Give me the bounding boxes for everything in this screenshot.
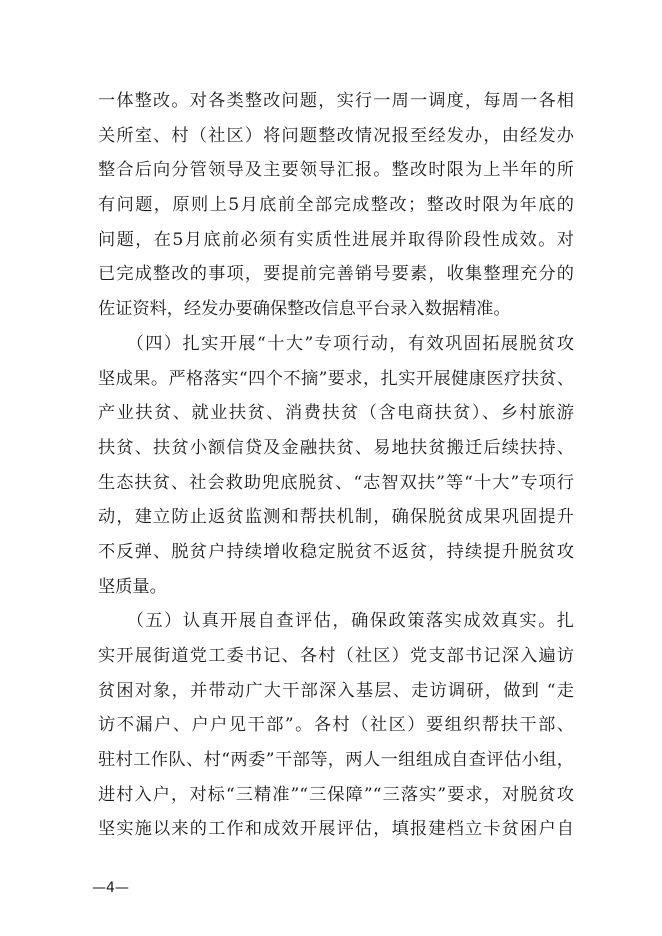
paragraph-end-line: 佐证资料，经发办要确保整改信息平台录入数据精准。 — [98, 299, 511, 320]
text-line: 关所室、村（社区）将问题整改情况报至经发办，由经发办 — [98, 125, 574, 146]
text-line: 整合后向分管领导及主要领导汇报。整改时限为上半年的所 — [98, 160, 574, 181]
text-line: 扶贫、扶贫小额信贷及金融扶贫、易地扶贫搬迁后续扶持、 — [98, 437, 574, 458]
paragraph-end-line: 坚质量。 — [98, 576, 167, 597]
text-line: 有问题，原则上5月底前全部完成整改；整改时限为年底的 — [98, 195, 574, 216]
text-line: 动，建立防止返贫监测和帮扶机制，确保脱贫成果巩固提升 — [98, 507, 574, 528]
text-line: 访不漏户、户户见干部”。各村（社区）要组织帮扶干部、 — [98, 715, 574, 736]
text-line: 贫困对象，并带动广大干部深入基层、走访调研，做到 “走 — [98, 680, 574, 701]
text-line: 坚成果。严格落实“四个不摘”要求，扎实开展健康医疗扶贫、 — [98, 368, 574, 389]
text-line: 实开展街道党工委书记、各村（社区）党支部书记深入遍访 — [98, 646, 574, 666]
text-line: 不反弹、脱贫户持续增收稳定脱贫不返贫，持续提升脱贫攻 — [98, 541, 574, 562]
text-line: 问题，在5月底前必须有实质性进展并取得阶段性成效。对 — [98, 229, 574, 250]
text-line: 生态扶贫、社会救助兜底脱贫、“志智双扶”等“十大”专项行 — [98, 472, 574, 493]
text-line: 产业扶贫、就业扶贫、消费扶贫（含电商扶贫）、乡村旅游 — [98, 403, 574, 424]
text-line: 已完成整改的事项，要提前完善销号要素，收集整理充分的 — [98, 264, 574, 285]
text-line: 驻村工作队、村“两委”干部等，两人一组组成自查评估小组， — [98, 750, 574, 771]
section-five-heading-line: （五）认真开展自查评估，确保政策落实成效真实。扎 — [98, 611, 574, 632]
text-line: 坚实施以来的工作和成效开展评估，填报建档立卡贫困户自 — [98, 819, 574, 840]
body-text — [98, 84, 574, 847]
page-number: —4— — [92, 880, 129, 896]
text-line: 一体整改。对各类整改问题，实行一周一调度，每周一各相 — [98, 91, 574, 111]
section-four-heading-line: （四）扎实开展“十大”专项行动，有效巩固拓展脱贫攻 — [98, 333, 574, 354]
text-line: 进村入户，对标“三精准”“三保障”“三落实”要求，对脱贫攻 — [98, 784, 574, 805]
